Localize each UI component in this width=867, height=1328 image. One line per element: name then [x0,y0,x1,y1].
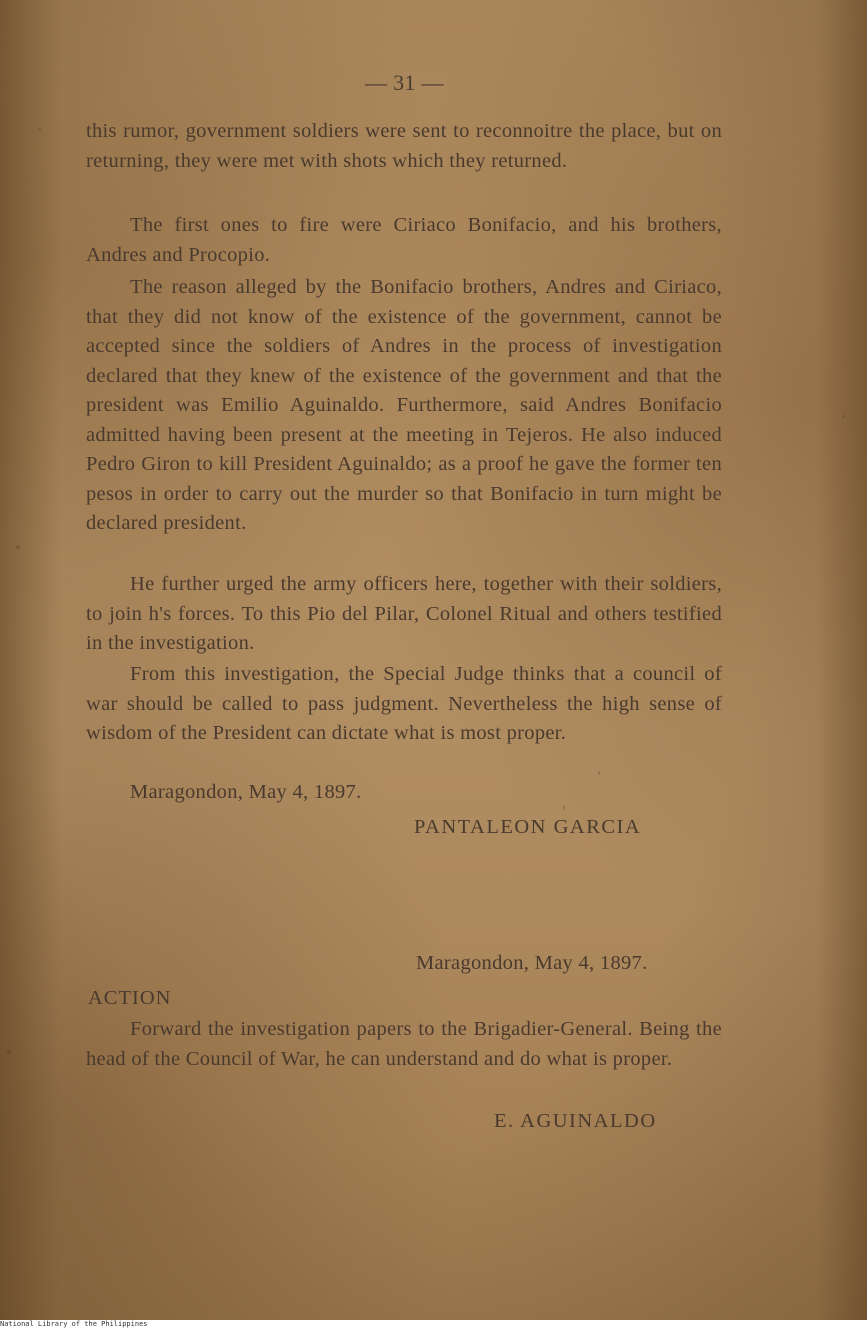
paragraph-2: The first ones to fire were Ciriaco Bonifacio, and his brothers, Andres and Procopio. [86,214,722,266]
paragraph-action: Forward the investigation papers to the Brigadier-General. Being the head of the Council of War, he can understand and do what is proper. [86,1018,722,1070]
paragraph-4: He further urged the army officers here, together with their soldiers, to join h's forces. To this Pio del Pilar, Colonel Ritual and others testified in the investigation. [86,573,722,654]
signature-pantaleon-garcia: PANTALEON GARCIA [414,816,642,838]
paper-speck [842,415,845,418]
dateline-second: Maragondon, May 4, 1897. [416,952,648,974]
paper-speck [598,771,600,775]
page-number: — 31 — [365,70,444,95]
paper-speck [563,805,565,810]
library-credit: National Library of the Philippines [0,1320,867,1328]
action-heading: ACTION [88,987,172,1009]
paper-speck [38,128,41,131]
paragraph-5: From this investigation, the Special Judge thinks that a council of war should be called to pass judgment. Nevertheless the high sense of wisdom of the President can dictate what is most proper. [86,663,722,744]
dateline-first: Maragondon, May 4, 1897. [130,781,362,803]
paper-speck [16,545,20,549]
paragraph-3: The reason alleged by the Bonifacio brothers, Andres and Ciriaco, that they did not know of the existence of the government, cannot be accepted since the soldiers of Andres in the process of investigation declared that they knew of the existence of the government and that the president was Emilio Aguinaldo. Furthermore, said Andres Bonifacio admitted having been present at the meeting in Tejeros. He also induced Pedro Giron to kill President Aguinaldo; as a proof he gave the former ten pesos in order to carry out the murder so that Bonifacio in turn might be declared president. [86,276,722,534]
paragraph-1: this rumor, government soldiers were sent to reconnoitre the place, but on returning, they were met with shots which they returned. [86,120,722,172]
paper-speck [7,1050,11,1054]
signature-e-aguinaldo: E. AGUINALDO [494,1110,657,1132]
